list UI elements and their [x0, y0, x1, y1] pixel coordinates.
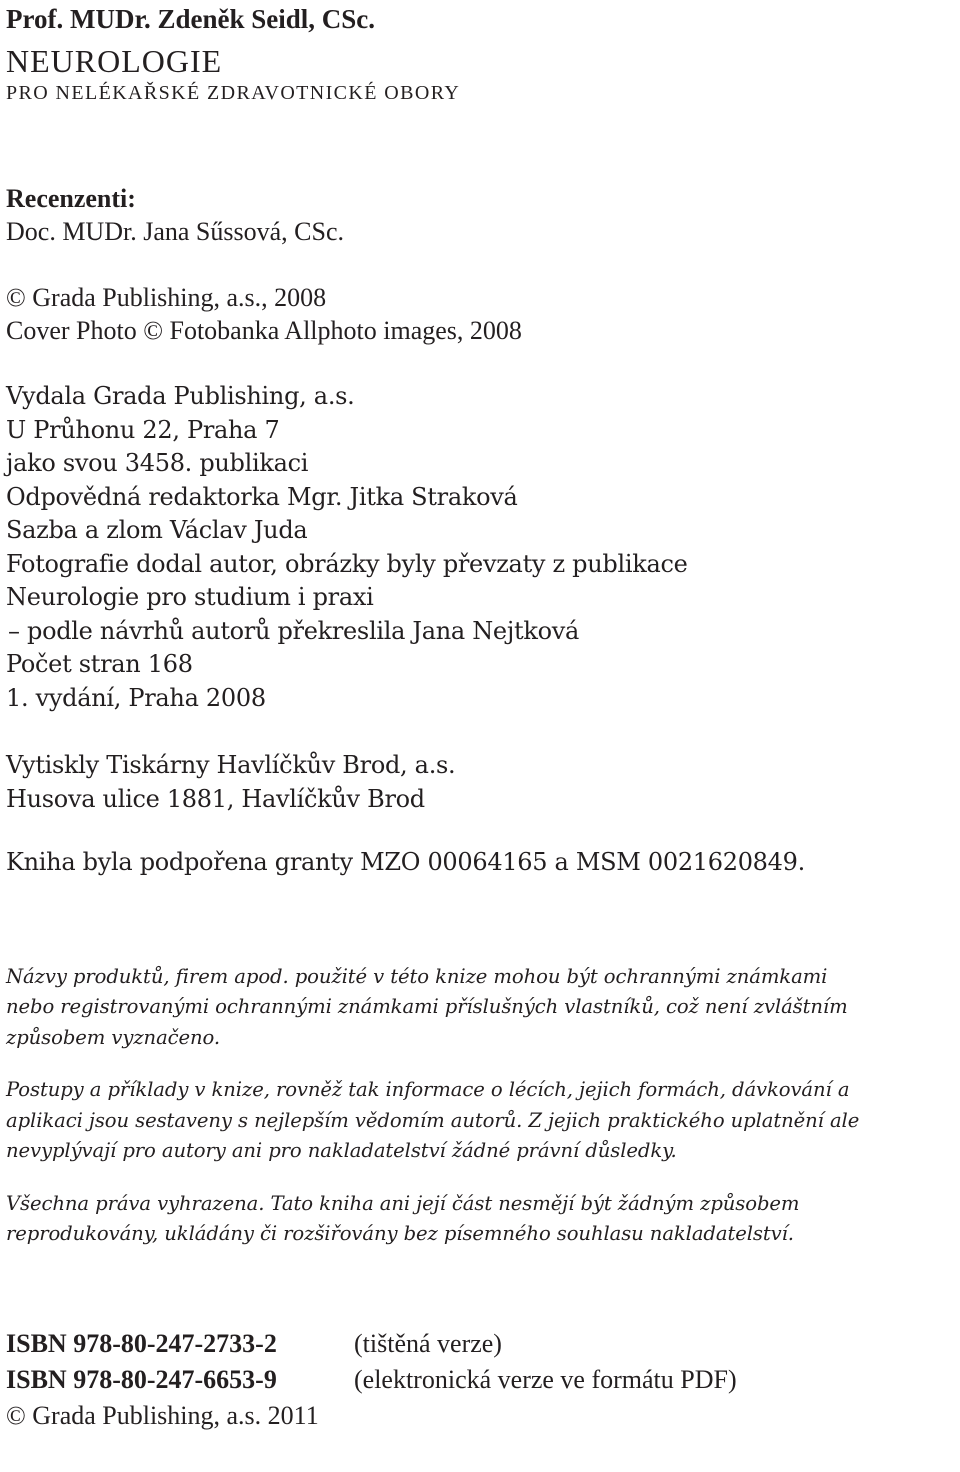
publisher-line: Neurologie pro studium i praxi — [6, 583, 374, 611]
isbn-pdf-number: ISBN 978-80-247-6653-9 — [6, 1364, 277, 1394]
notice-line: Názvy produktů, firem apod. použité v této knize mohou být ochrannými známkami — [6, 964, 828, 988]
imprint-page — [6, 0, 956, 1434]
printer-line: Vytiskly Tiskárny Havlíčkův Brod, a.s. — [6, 751, 456, 779]
grant-note — [6, 846, 956, 880]
isbn-print-note: (tištěná verze) — [354, 1328, 502, 1358]
copyright-block — [6, 281, 956, 347]
notice-line: Postupy a příklady v knize, rovněž tak informace o lécích, jejich formách, dávkování a — [6, 1078, 850, 1101]
publisher-line: U Průhonu 22, Praha 7 — [6, 415, 280, 444]
book-title: NEUROLOGIE — [6, 43, 223, 79]
notice-line: reprodukovány, ukládány či rozšiřovány bez písemného souhlasu nakladatelství. — [6, 1222, 794, 1245]
reviewers-label: Recenzenti: — [6, 184, 136, 213]
notice-line: způsobem vyznačeno. — [6, 1025, 221, 1049]
copyright-line: © Grada Publishing, a.s., 2008 — [6, 283, 327, 312]
publisher-line: Odpovědná redaktorka Mgr. Jitka Straková — [6, 482, 518, 511]
publisher-line: Počet stran 168 — [6, 650, 193, 678]
author-name: Prof. MUDr. Zdeněk Seidl, CSc. — [6, 4, 376, 34]
isbn-block — [6, 1326, 956, 1434]
notice-line: nevyplývají pro autory ani pro nakladatelství žádné právní důsledky. — [6, 1139, 677, 1162]
electronic-copyright: © Grada Publishing, a.s. 2011 — [6, 1400, 319, 1430]
book-subtitle: PRO NELÉKAŘSKÉ ZDRAVOTNICKÉ OBORY — [6, 82, 461, 104]
publisher-line: jako svou 3458. publikaci — [6, 449, 309, 477]
isbn-pdf-row — [6, 1362, 956, 1398]
publisher-line: Vydala Grada Publishing, a.s. — [6, 382, 355, 410]
printer-block — [6, 749, 956, 816]
reviewers-block — [6, 182, 956, 248]
grant-line: Kniha byla podpořena granty MZO 00064165 a MSM 0021620849. — [6, 848, 805, 876]
trademark-notice — [6, 962, 956, 1054]
publisher-block — [6, 380, 956, 715]
notice-line: Všechna práva vyhrazena. Tato kniha ani její část nesmějí být žádným způsobem — [6, 1191, 800, 1215]
cover-photo-line: Cover Photo © Fotobanka Allphoto images, 2008 — [6, 316, 522, 345]
publisher-line: Fotografie dodal autor, obrázky byly převzaty z publikace — [6, 549, 688, 578]
rights-notice — [6, 1189, 956, 1250]
procedures-notice — [6, 1075, 956, 1167]
printer-line: Husova ulice 1881, Havlíčkův Brod — [6, 784, 425, 813]
isbn-pdf-note: (elektronická verze ve formátu PDF) — [354, 1364, 737, 1394]
publisher-line: 1. vydání, Praha 2008 — [6, 683, 266, 712]
reviewer-name: Doc. MUDr. Jana Sűssová, CSc. — [6, 217, 344, 246]
publisher-line: – podle návrhů autorů překreslila Jana Nejtková — [8, 616, 579, 645]
isbn-print-number: ISBN 978-80-247-2733-2 — [6, 1328, 277, 1358]
notice-line: aplikaci jsou sestaveny s nejlepším vědomím autorů. Z jejich praktického uplatnění ale — [6, 1108, 860, 1132]
notice-line: nebo registrovanými ochrannými známkami příslušných vlastníků, což není zvláštním — [6, 995, 848, 1018]
isbn-print-row — [6, 1326, 956, 1362]
publisher-line: Sazba a zlom Václav Juda — [6, 516, 308, 544]
